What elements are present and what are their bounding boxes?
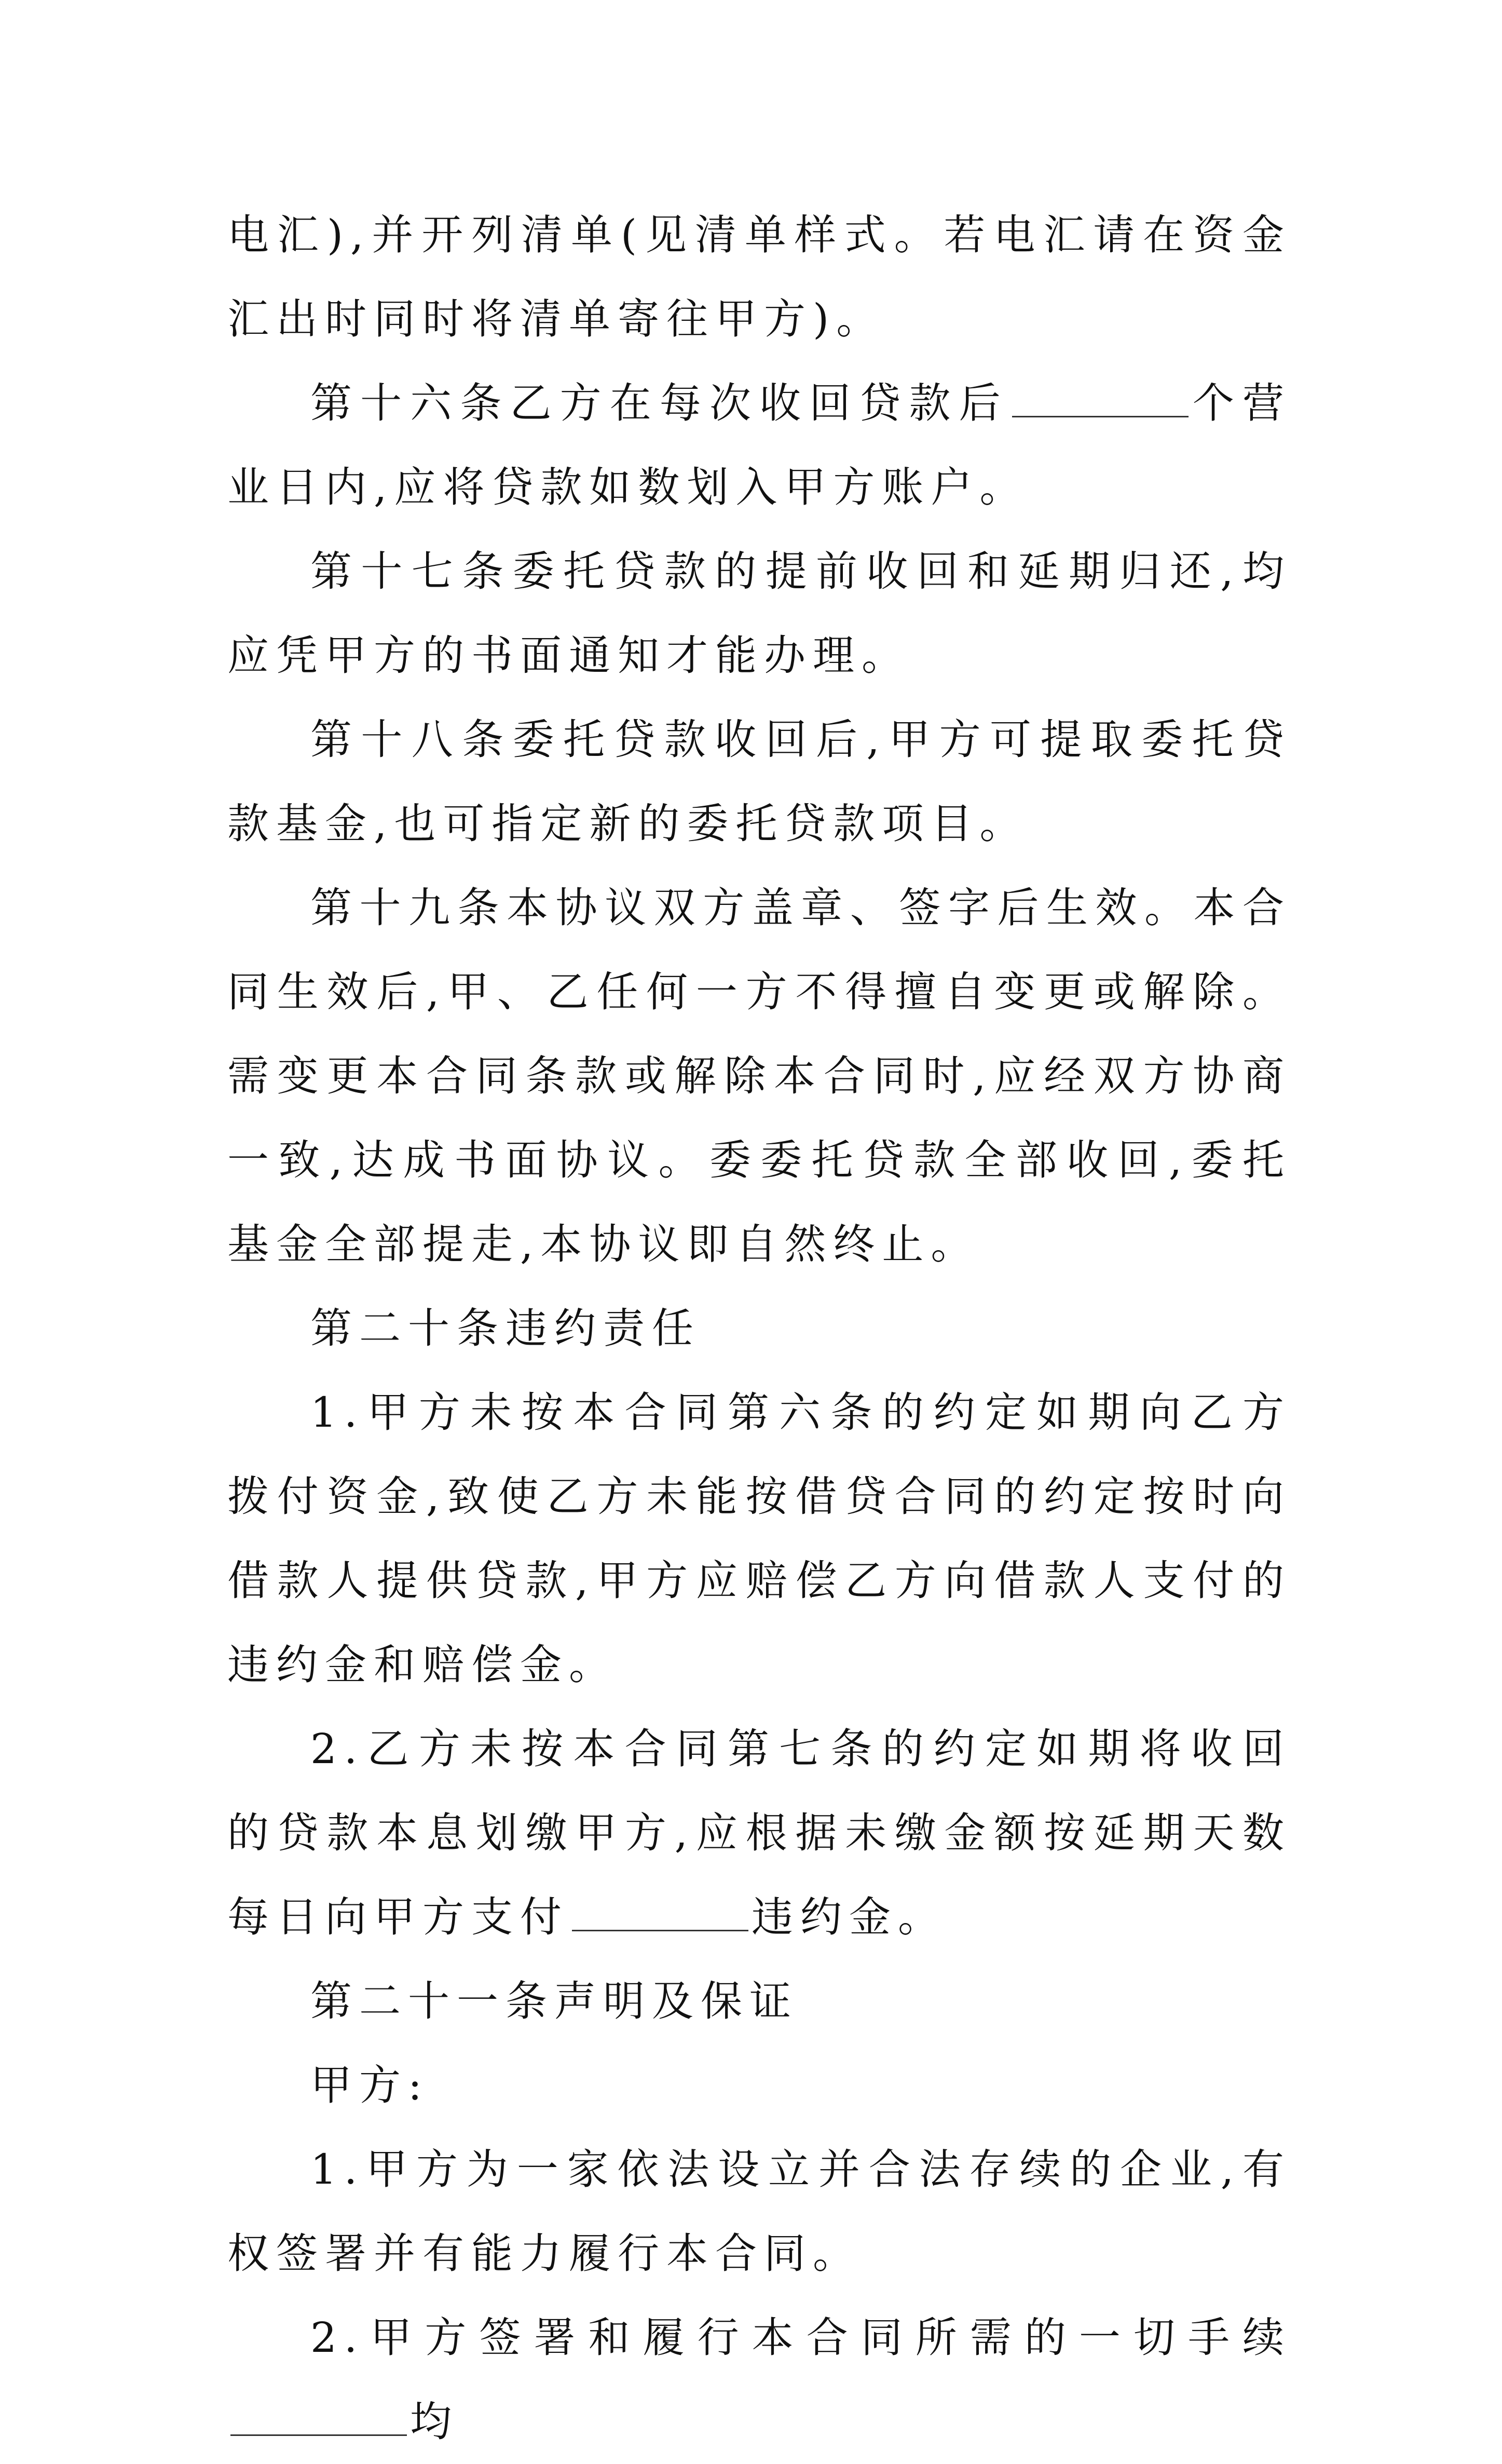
article-18: 第十八条委托贷款收回后,甲方可提取委托贷款基金,也可指定新的委托贷款项目。 [227, 715, 1291, 848]
paragraph-continuation: 电汇),并开列清单(见清单样式。若电汇请在资金汇出时同时将清单寄往甲方)。 [227, 211, 1291, 343]
document-body [227, 193, 1291, 2464]
article-21-clause-2-text-after-blank: 均 [410, 2398, 459, 2446]
article-16 [227, 361, 1291, 530]
article-21-clause-2 [227, 2296, 1291, 2464]
article-19: 第十九条本协议双方盖章、签字后生效。本合同生效后,甲、乙任何一方不得擅自变更或解除。需变更本合同条款或解除本合同时,应经双方协商一致,达成书面协议。委委托贷款全部收回,委托基金全部提走,本协议即自然终止。 [227, 884, 1291, 1268]
article-21-clause-1: 1.甲方为一家依法设立并合法存续的企业,有权签署并有能力履行本合同。 [227, 2145, 1291, 2278]
fill-in-blank [1012, 380, 1189, 417]
article-20-clause-1: 1.甲方未按本合同第六条的约定如期向乙方拨付资金,致使乙方未能按借贷合同的约定按时向借款人提供贷款,甲方应赔偿乙方向借款人支付的违约金和赔偿金。 [227, 1388, 1291, 1689]
article-16-text-after-blank: 个营业日内,应将贷款如数划入甲方账户。 [227, 379, 1291, 511]
fill-in-blank [572, 1893, 748, 1931]
article-21-heading: 第二十一条声明及保证 [310, 1977, 798, 2025]
fill-in-blank [230, 2398, 407, 2436]
article-20-clause-2-text-after-blank: 违约金。 [752, 1893, 947, 1941]
article-17: 第十七条委托贷款的提前收回和延期归还,均应凭甲方的书面通知才能办理。 [227, 547, 1291, 680]
article-16-text-before-blank: 第十六条乙方在每次收回贷款后 [310, 379, 1009, 427]
article-20-heading: 第二十条违约责任 [310, 1304, 701, 1352]
party-a-label: 甲方: [310, 2061, 429, 2109]
article-21-clause-2-text-before-blank: 2.甲方签署和履行本合同所需的一切手续 [310, 2313, 1291, 2362]
article-20-clause-2-text-before-blank: 2.乙方未按本合同第七条的约定如期将收回的贷款本息划缴甲方,应根据未缴金额按延期天数每日向甲方支付 [227, 1725, 1291, 1941]
article-20-clause-2 [227, 1707, 1291, 1959]
